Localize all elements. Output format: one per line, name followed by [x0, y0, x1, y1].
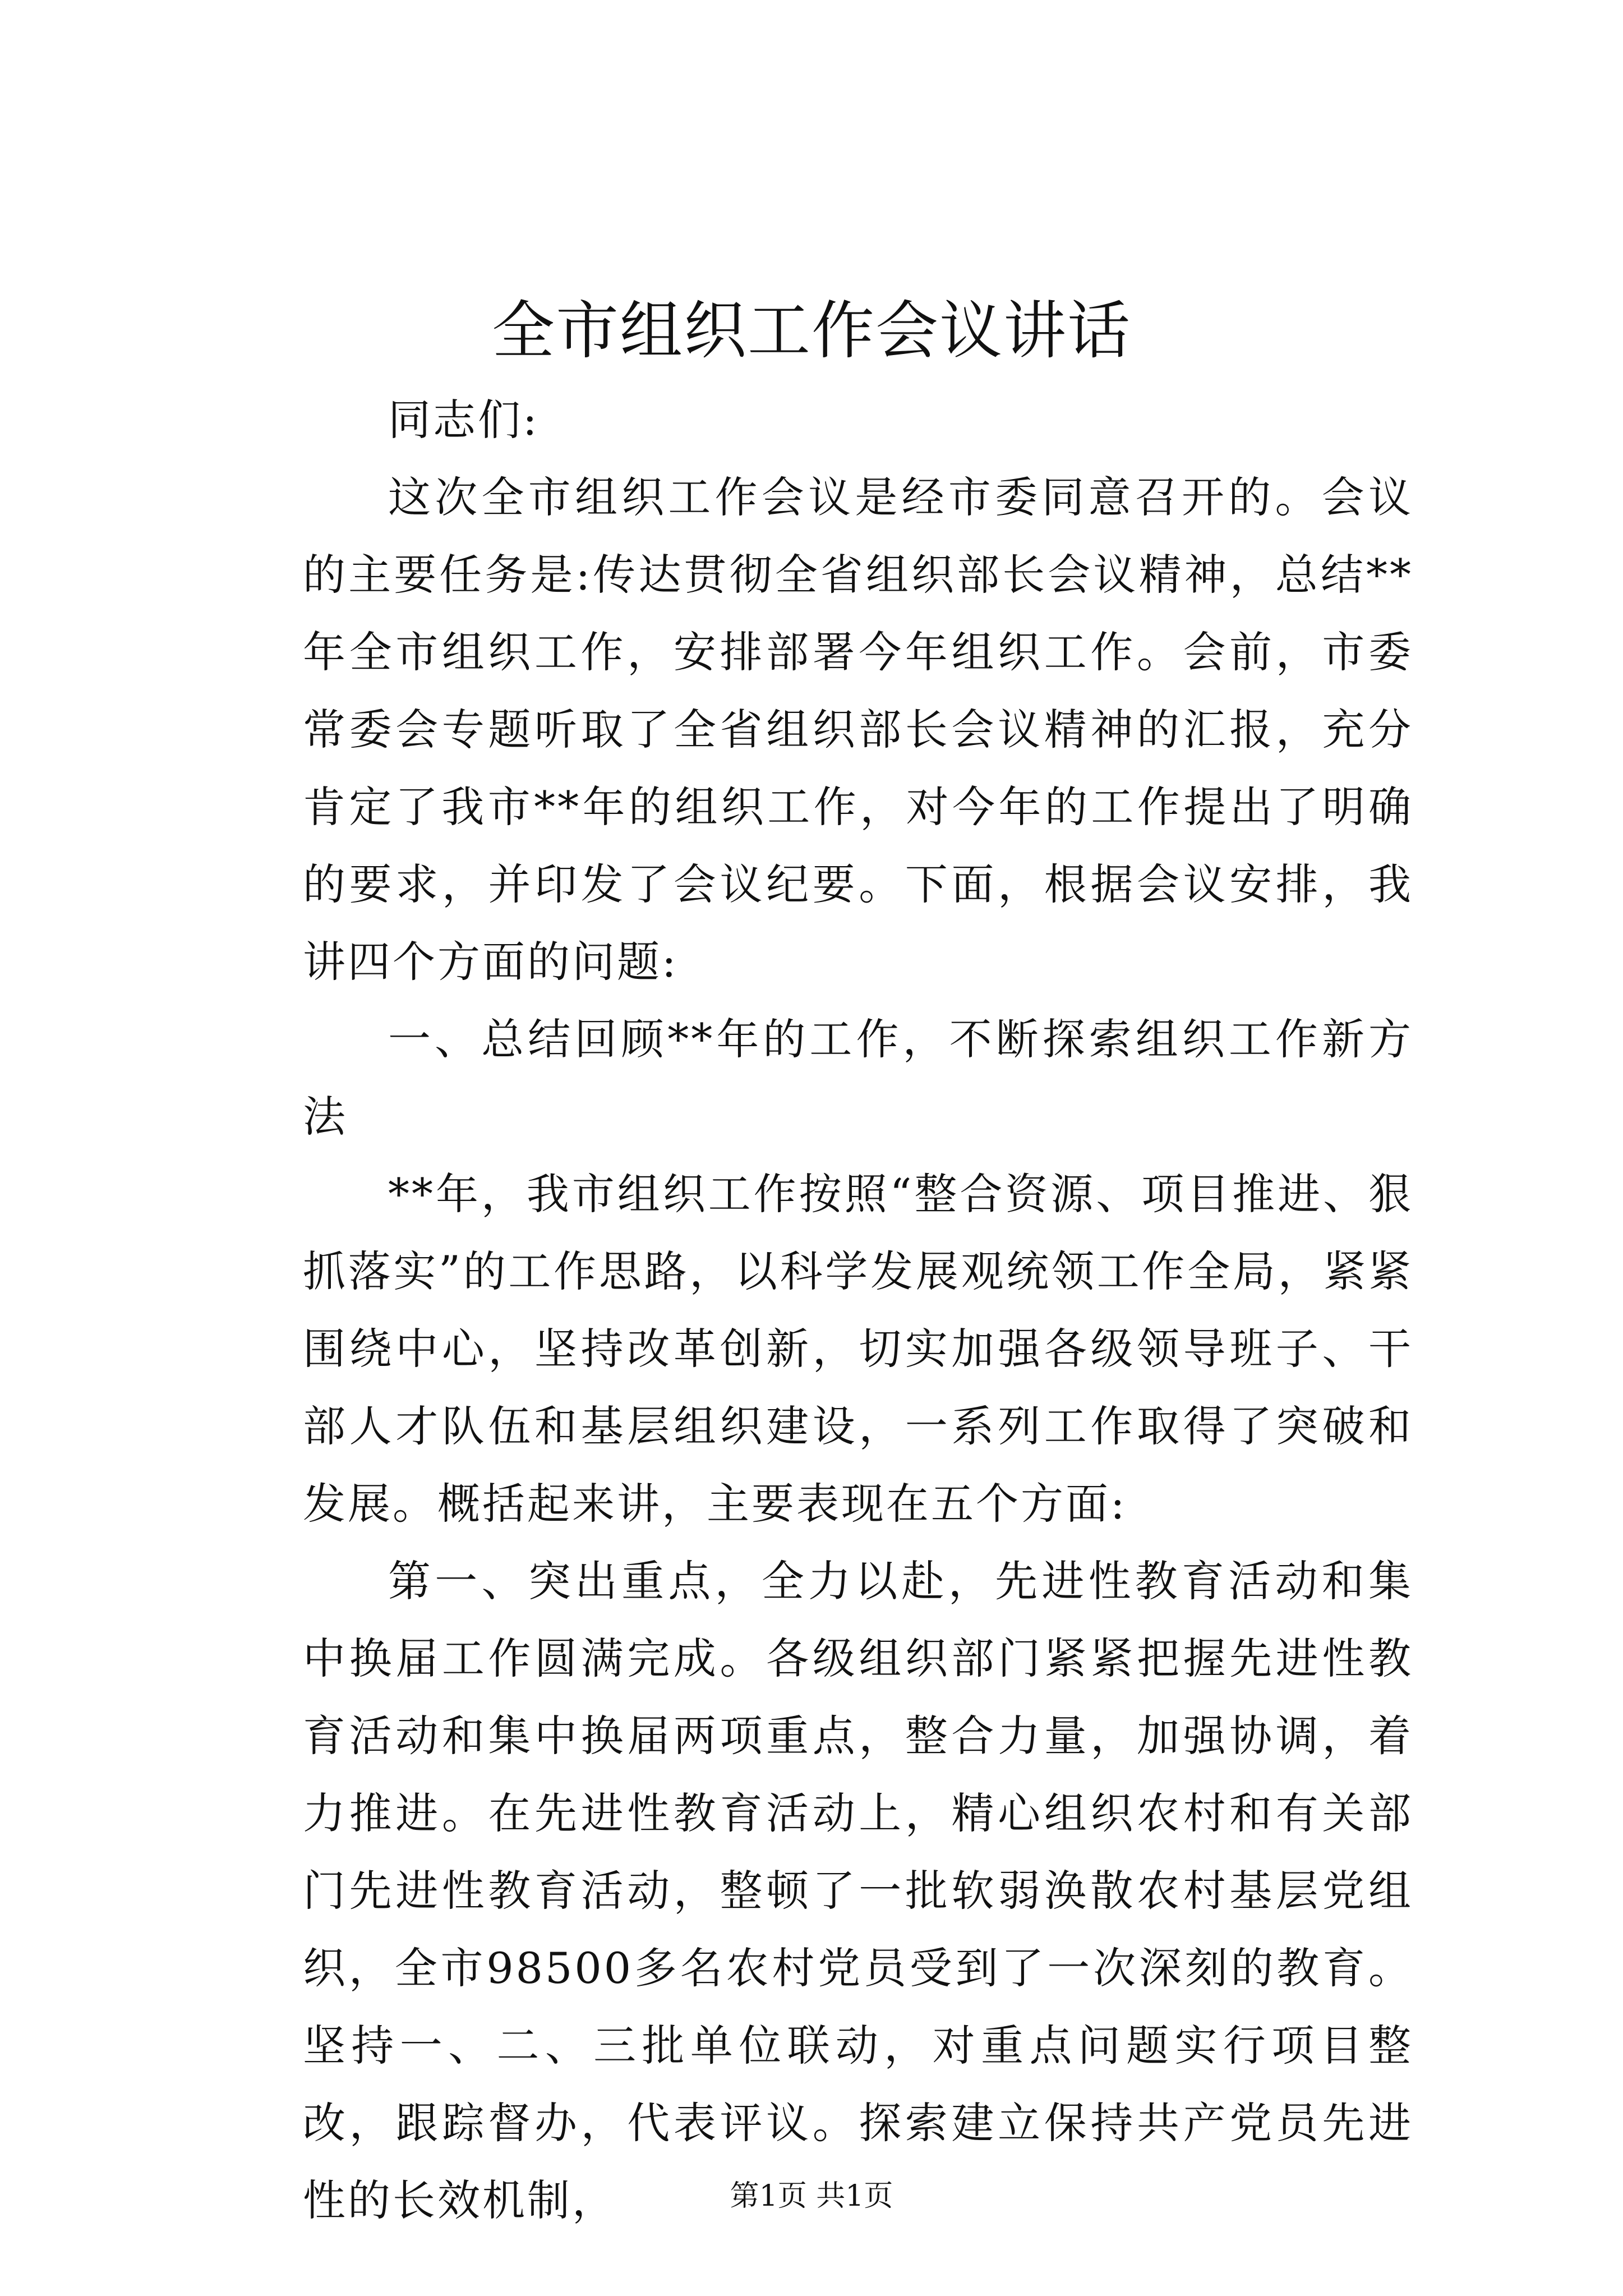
intro-paragraph: 这次全市组织工作会议是经市委同意召开的。会议的主要任务是:传达贯彻全省组织部长会议精神，总结**年全市组织工作，安排部署今年组织工作。会前，市委常委会专题听取了全省组织部长会议精神的汇报，充分肯定了我市**年的组织工作，对今年的工作提出了明确的要求，并印发了会议纪要。下面，根据会议安排，我讲四个方面的问题: — [303, 472, 1413, 987]
page-footer: 第1页 共1页 — [730, 2179, 893, 2213]
summary-paragraph: **年，我市组织工作按照“整合资源、项目推进、狠抓落实”的工作思路，以科学发展观统领工作全局，紧紧围绕中心，坚持改革创新，切实加强各级领导班子、干部人才队伍和基层组织建设，一系列工作取得了突破和发展。概括起来讲，主要表现在五个方面: — [303, 1169, 1413, 1529]
document-title: 全市组织工作会议讲话 — [492, 295, 1131, 367]
salutation-paragraph: 同志们: — [388, 395, 540, 445]
document-body — [303, 381, 1413, 2239]
first-point-paragraph: 第一、突出重点，全力以赴，先进性教育活动和集中换届工作圆满完成。各级组织部门紧紧把握先进性教育活动和集中换届两项重点，整合力量，加强协调，着力推进。在先进性教育活动上，精心组织农村和有关部门先进性教育活动，整顿了一批软弱涣散农村基层党组织，全市98500多名农村党员受到了一次深刻的教育。坚持一、二、三批单位联动，对重点问题实行项目整改，跟踪督办，代表评议。探索建立保持共产党员先进性的长效机制， — [303, 1556, 1413, 2225]
section-heading-paragraph: 一、总结回顾**年的工作，不断探索组织工作新方法 — [303, 1014, 1413, 1142]
